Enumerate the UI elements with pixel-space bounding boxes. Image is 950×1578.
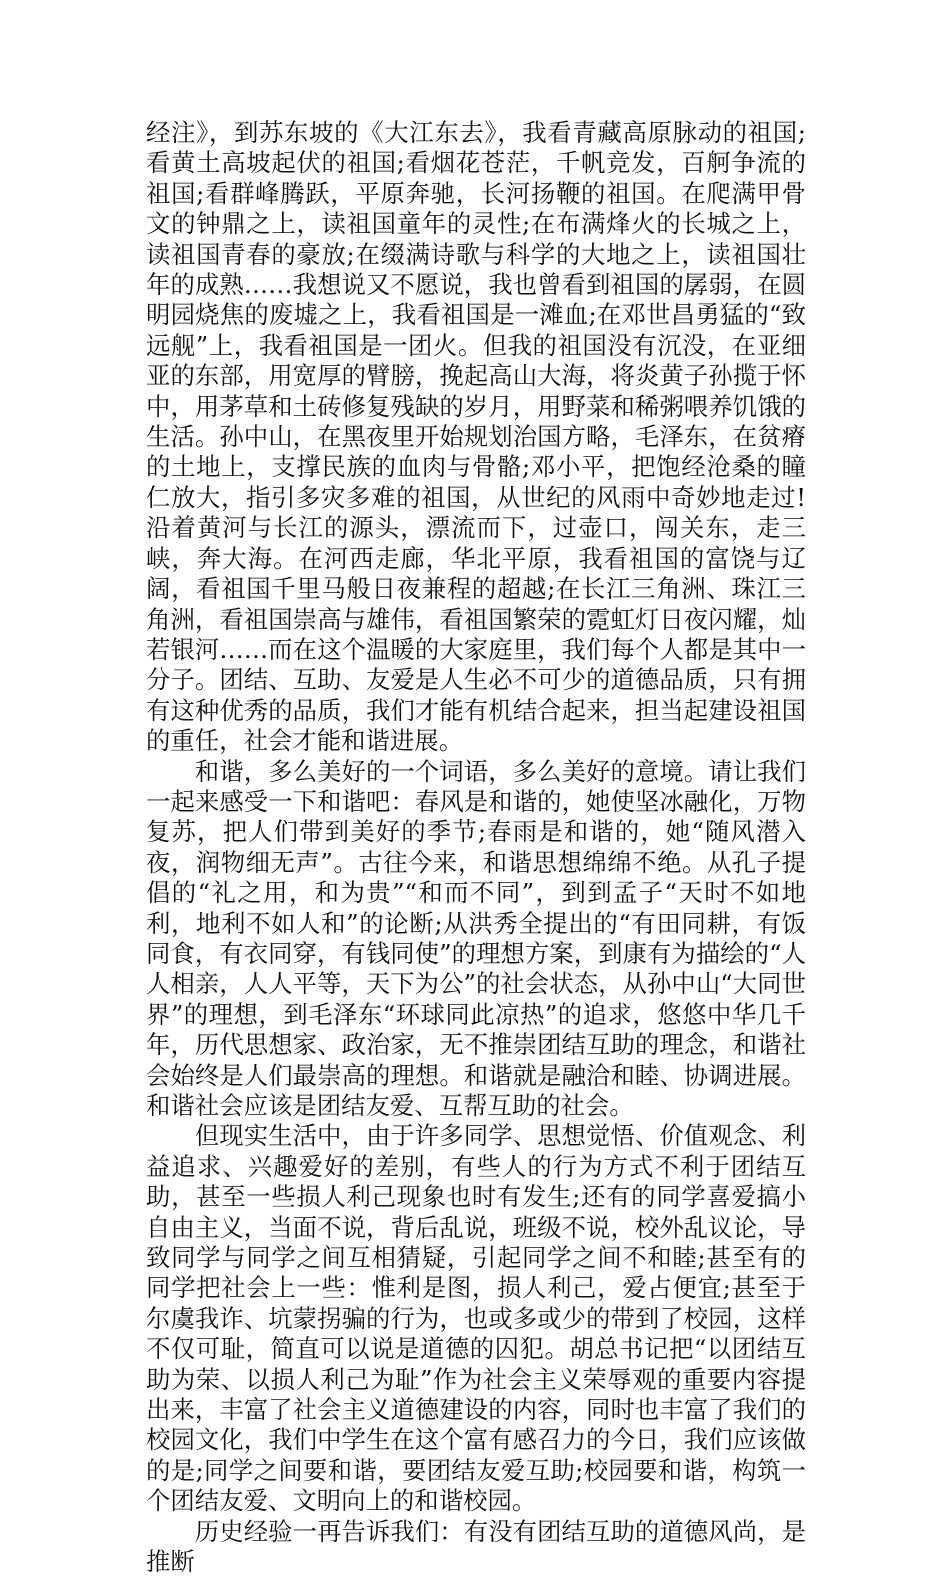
paragraph: 经注》，到苏东坡的《大江东去》，我看青藏高原脉动的祖国;看黄土高坡起伏的祖国;看烟花苍茫，千帆竞发，百舸争流的祖国;看群峰腾跃，平原奔驰，长河扬鞭的祖国。在爬满甲骨文的钟鼎之上，读祖国童年的灵性;在布满烽火的长城之上，读祖国青春的豪放;在缀满诗歌与科学的大地之上，读祖国壮年的成熟……我想说又不愿说，我也曾看到祖国的孱弱，在圆明园烧焦的废墟之上，我看祖国是一滩血;在邓世昌勇猛的“致远舰”上，我看祖国是一团火。但我的祖国没有沉没，在亚细亚的东部，用宽厚的臂膀，挽起高山大海，将炎黄子孙揽于怀中，用茅草和土砖修复残缺的岁月，用野菜和稀粥喂养饥饿的生活。孙中山，在黑夜里开始规划治国方略，毛泽东，在贫瘠的土地上，支撑民族的血肉与骨骼;邓小平，把饱经沧桑的瞳仁放大，指引多灾多难的祖国，从世纪的风雨中奇妙地走过!沿着黄河与长江的源头，漂流而下，过壶口，闯关东，走三峡，奔大海。在河西走廊，华北平原，我看祖国的富饶与辽阔，看祖国千里马般日夜兼程的超越;在长江三角洲、珠江三角洲，看祖国崇高与雄伟，看祖国繁荣的霓虹灯日夜闪耀，灿若银河……而在这个温暖的大家庭里，我们每个人都是其中一分子。团结、互助、友爱是人生必不可少的道德品质，只有拥有这种优秀的品质，我们才能有机结合起来，担当起建设祖国的重任，社会才能和谐进展。: [146, 118, 806, 756]
paragraph: 历史经验一再告诉我们：有没有团结互助的道德风尚，是推断: [146, 1516, 806, 1577]
paragraph: 和谐，多么美好的一个词语，多么美好的意境。请让我们一起来感受一下和谐吧：春风是和谐的，她使坚冰融化，万物复苏，把人们带到美好的季节;春雨是和谐的，她“随风潜入夜，润物细无声”。古往今来，和谐思想绵绵不绝。从孔子提倡的“礼之用，和为贵”“和而不同”，到到孟子“天时不如地利，地利不如人和”的论断;从洪秀全提出的“有田同耕，有饭同食，有衣同穿，有钱同使”的理想方案，到康有为描绘的“人人相亲，人人平等，天下为公”的社会状态，从孙中山“大同世界”的理想，到毛泽东“环球同此凉热”的追求，悠悠中华几千年，历代思想家、政治家，无不推崇团结互助的理念，和谐社会始终是人们最崇高的理想。和谐就是融洽和睦、协调进展。和谐社会应该是团结友爱、互帮互助的社会。: [146, 756, 806, 1120]
paragraph: 但现实生活中，由于许多同学、思想觉悟、价值观念、利益追求、兴趣爱好的差别，有些人的行为方式不利于团结互助，甚至一些损人利己现象也时有发生;还有的同学喜爱搞小自由主义，当面不说，背后乱说，班级不说，校外乱议论，导致同学与同学之间互相猜疑，引起同学之间不和睦;甚至有的同学把社会上一些：惟利是图，损人利己，爱占便宜;甚至于尔虞我诈、坑蒙拐骗的行为，也或多或少的带到了校园，这样不仅可耻，简直可以说是道德的囚犯。胡总书记把“以团结互助为荣、以损人利己为耻”作为社会主义荣辱观的重要内容提出来，丰富了社会主义道德建设的内容，同时也丰富了我们的校园文化，我们中学生在这个富有感召力的今日，我们应该做的是;同学之间要和谐，要团结友爱互助;校园要和谐，构筑一个团结友爱、文明向上的和谐校园。: [146, 1121, 806, 1516]
document-page: [146, 118, 806, 1577]
